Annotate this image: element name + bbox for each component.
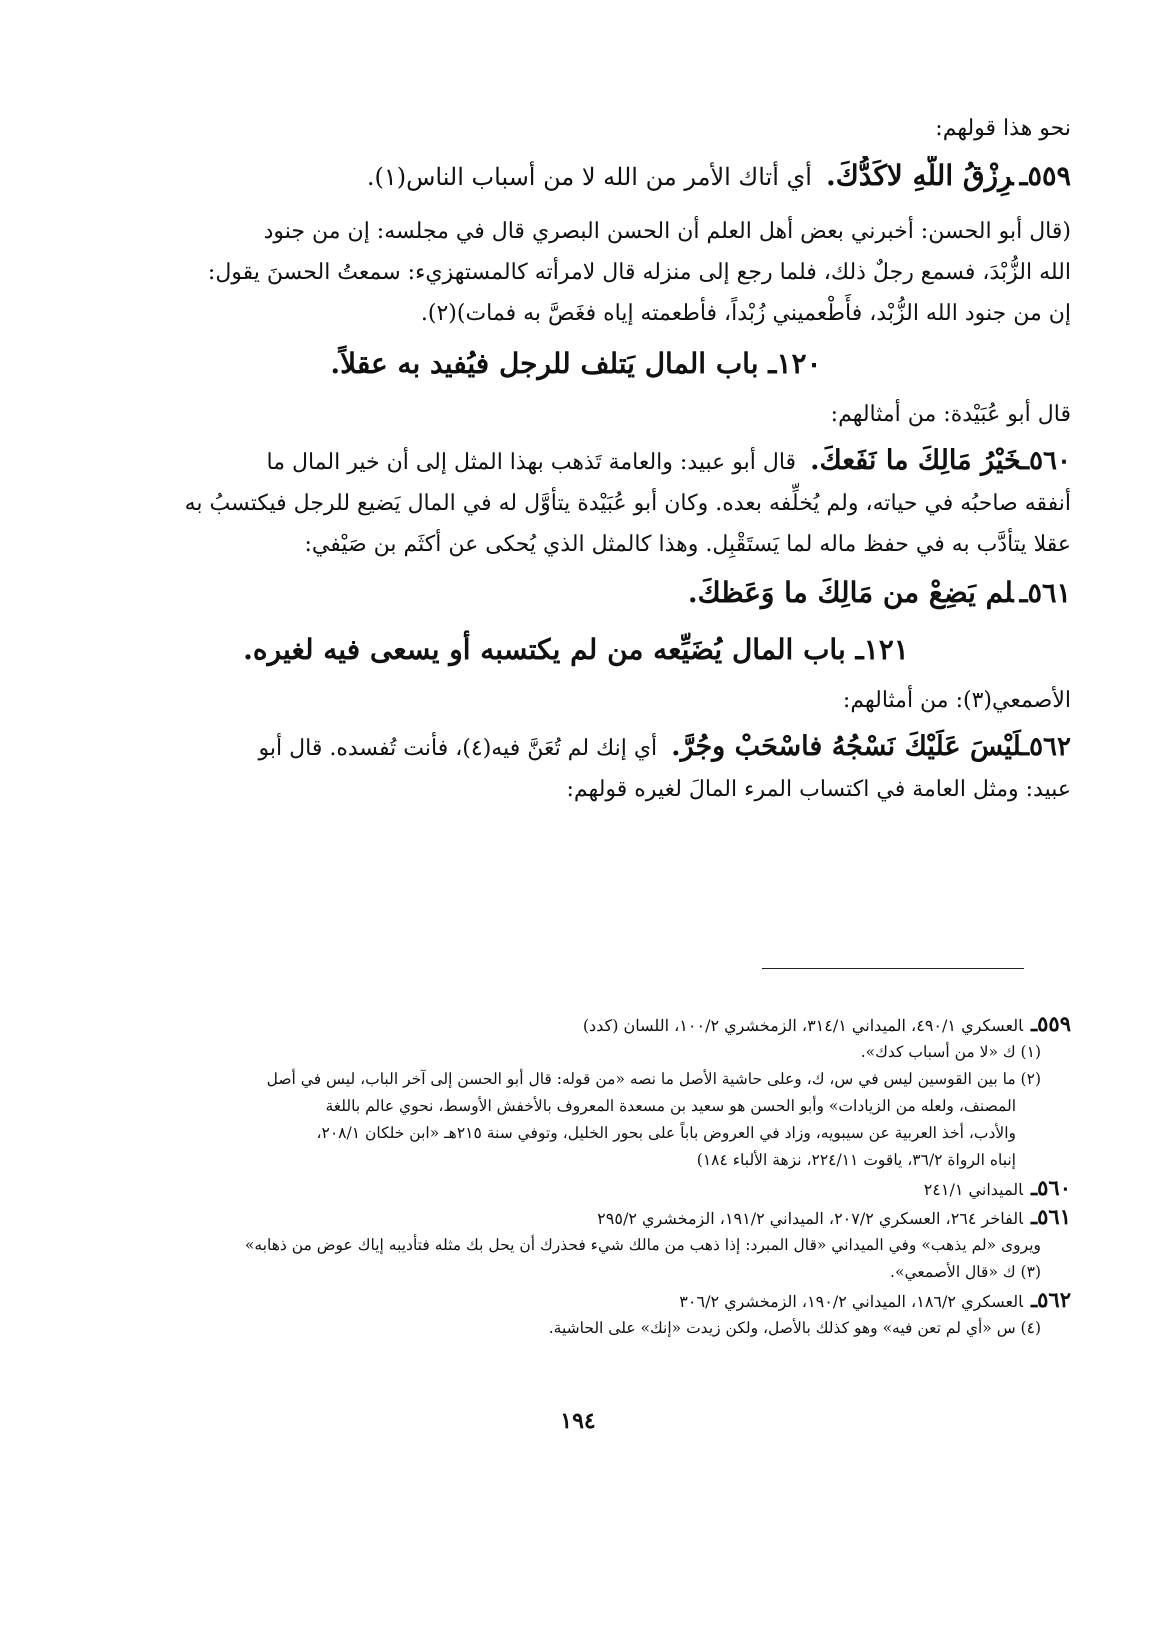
entry-559 <box>81 156 1071 197</box>
proverb-text: لَيْسَ عَلَيْكَ نَسْجُهُ فاسْحَبْ وجُرَّ. <box>671 731 1022 762</box>
proverb-text: لم يَضِعْ من مَالِكَ ما وَعَظكَ. <box>687 576 1014 609</box>
footnote-2-line: والأدب، أخذ العربية عن سيبويه، وزاد في العروض باباً على بحور الخليل، وتوفي سنة ٢١٥هـ «ابن خلكان ٢٠٨/١، <box>316 1124 1016 1142</box>
intro-121: الأصمعي(٣): من أمثالهم: <box>842 688 1071 713</box>
reference-text: العسكري ٤٩٠/١، الميداني ٣١٤/١، الزمخشري ١٠٠/٢، اللسان (كدد) <box>582 1016 1023 1035</box>
text-line: عقلا يتأدَّب به في حفظ ماله لما يَستَقْبِل. وهذا كالمثل الذي يُحكى عن أكثَم بن صَيْفي: <box>304 532 1071 557</box>
reference-number: ٥٥٩ـ <box>1031 1011 1071 1036</box>
text-line: عبيد: ومثل العامة في اكتساب المرء المالَ لغيره قولهم: <box>566 777 1071 802</box>
footnote-1: (١) ك «لا من أسباب كدك». <box>860 1043 1041 1061</box>
main-text <box>81 112 1071 818</box>
section-title-120: ١٢٠ـ باب المال يَتلف للرجل فيُفيد به عقلاً. <box>330 347 822 380</box>
proverb-gloss: أي أتاك الأمر من الله لا من أسباب الناس(١). <box>366 163 812 191</box>
text-line: أنفقه صاحبُه في حياته، ولم يُخلِّفه بعده. وكان أبو عُبَيْدة يتأوَّل له في المال يَضيع للرجل فيكتسبُ به <box>184 491 1071 516</box>
proverb-text: رِزْقُ اللّهِ لاكَدُّكَ. <box>825 159 1014 192</box>
text-line: إن من جنود الله الزُّبْد، فأَطْعميني زُبْداً، فأطعمته إياه فغَصَّ به فمات)(٢). <box>420 301 1071 326</box>
page-number: ١٩٤ <box>560 1408 596 1434</box>
footnote-4: (٤) س «أي لم تعن فيه» وهو كذلك بالأصل، ولكن زيدت «إنك» على الحاشية. <box>548 1319 1041 1337</box>
reference-561 <box>81 1203 1071 1232</box>
intro-120: قال أبو عُبَيْدة: من أمثالهم: <box>830 402 1071 427</box>
footnote-2-line: إنباه الرواة ٣٦/٢، ياقوت ٢٢٤/١١، نزهة الألباء ١٨٤) <box>696 1151 1016 1169</box>
reference-text: الميداني ٢٤١/١ <box>923 1180 1023 1199</box>
proverb-gloss: أي إنك لم تُعَنَّ فيه(٤)، فأنت تُفسده. قال أبو <box>258 736 658 761</box>
paragraph-559 <box>81 211 1071 334</box>
proverb-gloss: قال أبو عبيد: والعامة تَذهب بهذا المثل إلى أن خير المال ما <box>266 450 797 475</box>
footnote-2: (٢) ما بين القوسين ليس في س، ك، وعلى حاشية الأصل ما نصه «من قوله: قال أبو الحسن إلى آخر الباب، ليس في أصل <box>266 1070 1041 1088</box>
reference-number: ٥٦١ـ <box>1031 1204 1071 1229</box>
reference-text: الفاخر ٢٦٤، العسكري ٢٠٧/٢، الميداني ١٩١/٢، الزمخشري ٢٩٥/٢ <box>597 1209 1023 1228</box>
reference-text: العسكري ١٨٦/٢، الميداني ١٩٠/٢، الزمخشري ٣٠٦/٢ <box>679 1292 1023 1311</box>
reference-562 <box>81 1286 1071 1315</box>
entry-number: ٥٦١ـ <box>1019 578 1071 609</box>
entry-562 <box>81 726 1071 769</box>
proverb-text: خَيْرُ مَالِكَ ما نَفَعكَ. <box>810 445 1022 476</box>
text-line: الله الزُّبْدَ، فسمع رجلٌ ذلك، فلما رجع إلى منزله قال لامرأته كالمستهزيء: سمعتُ الحسنَ يقول: <box>207 260 1071 285</box>
reference-561-note: ويروى «لم يذهب» وفي الميداني «قال المبرد: إذا ذهب من مالك شيء فحذرك أن يحل بك مثله فتأديبه إياك عوض من ذهابه» <box>244 1236 1041 1254</box>
reference-559 <box>81 1010 1071 1039</box>
section-title-121: ١٢١ـ باب المال يُضَيِّعه من لم يكتسبه أو يسعى فيه لغيره. <box>243 633 909 666</box>
footnote-3: (٣) ك «قال الأصمعي». <box>890 1263 1041 1281</box>
footnotes <box>81 1010 1071 1342</box>
entry-560 <box>81 440 1071 483</box>
paragraph-562 <box>81 726 1071 810</box>
entry-561 <box>81 573 1071 614</box>
paragraph-560 <box>81 440 1071 565</box>
footnote-2-line: المصنف، ولعله من الزيادات» وأبو الحسن هو سعيد بن مسعدة المعروف بالأخفش الأوسط، نحوي عالم باللغة <box>325 1097 1016 1115</box>
intro-line: نحو هذا قولهم: <box>935 116 1071 141</box>
entry-number: ٥٦٠ـ <box>1021 446 1071 476</box>
entry-number: ٥٥٩ـ <box>1019 161 1071 192</box>
footnote-divider <box>762 968 1024 969</box>
reference-number: ٥٦٢ـ <box>1031 1287 1071 1312</box>
reference-560 <box>81 1174 1071 1203</box>
reference-number: ٥٦٠ـ <box>1031 1175 1071 1200</box>
text-line: (قال أبو الحسن: أخبرني بعض أهل العلم أن الحسن البصري قال في مجلسه: إن من جنود <box>263 219 1071 244</box>
entry-number: ٥٦٢ـ <box>1021 732 1071 762</box>
